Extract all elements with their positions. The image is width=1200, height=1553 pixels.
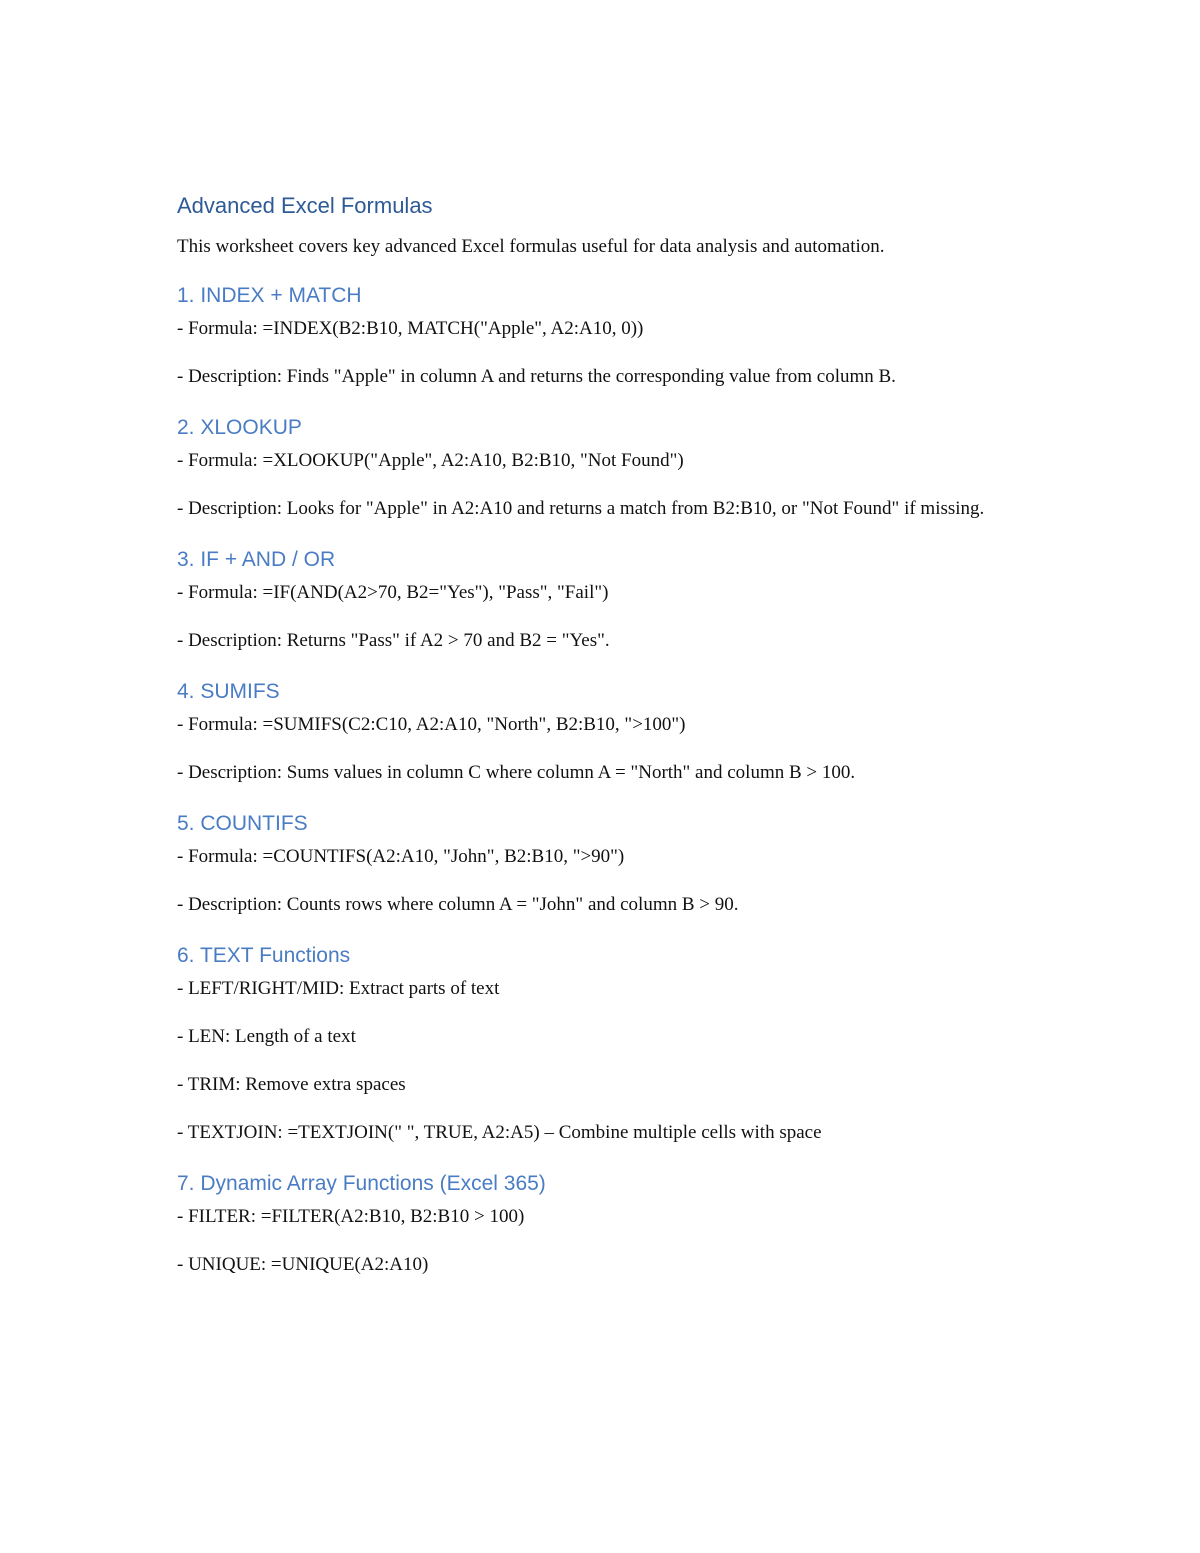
section-if-and-or: [177, 545, 1027, 655]
description-line: - Description: Counts rows where column A = "John" and column B > 90.: [177, 894, 739, 915]
document-intro: This worksheet covers key advanced Excel formulas useful for data analysis and automation.: [177, 236, 885, 257]
document-page: [177, 190, 1027, 1301]
section-dynamic-array-functions: [177, 1169, 1027, 1279]
section-heading: 3. IF + AND / OR: [177, 548, 336, 571]
list-item: - TRIM: Remove extra spaces: [177, 1074, 406, 1095]
formula-line: - Formula: =COUNTIFS(A2:A10, "John", B2:B10, ">90"): [177, 846, 625, 867]
section-sumifs: [177, 677, 1027, 787]
document-title: Advanced Excel Formulas: [177, 193, 433, 218]
formula-line: - Formula: =INDEX(B2:B10, MATCH("Apple", A2:A10, 0)): [177, 318, 644, 339]
list-item: - TEXTJOIN: =TEXTJOIN(" ", TRUE, A2:A5) – Combine multiple cells with space: [177, 1122, 822, 1143]
list-item: - LEN: Length of a text: [177, 1026, 356, 1047]
section-heading: 6. TEXT Functions: [177, 944, 351, 967]
description-line: - Description: Finds "Apple" in column A and returns the corresponding value from column B.: [177, 366, 896, 387]
section-countifs: [177, 809, 1027, 919]
list-item: - UNIQUE: =UNIQUE(A2:A10): [177, 1254, 429, 1275]
list-item: - LEFT/RIGHT/MID: Extract parts of text: [177, 978, 500, 999]
section-heading: 5. COUNTIFS: [177, 812, 308, 835]
formula-line: - Formula: =SUMIFS(C2:C10, A2:A10, "North", B2:B10, ">100"): [177, 714, 686, 735]
section-heading: 7. Dynamic Array Functions (Excel 365): [177, 1172, 546, 1195]
list-item: - FILTER: =FILTER(A2:B10, B2:B10 > 100): [177, 1206, 525, 1227]
section-heading: 2. XLOOKUP: [177, 416, 302, 439]
formula-line: - Formula: =XLOOKUP("Apple", A2:A10, B2:B10, "Not Found"): [177, 450, 684, 471]
description-line: - Description: Returns "Pass" if A2 > 70 and B2 = "Yes".: [177, 630, 610, 651]
section-text-functions: [177, 941, 1027, 1147]
section-index-match: [177, 281, 1027, 391]
formula-line: - Formula: =IF(AND(A2>70, B2="Yes"), "Pass", "Fail"): [177, 582, 609, 603]
description-line: - Description: Looks for "Apple" in A2:A10 and returns a match from B2:B10, or "Not Found" if missing.: [177, 498, 985, 519]
section-xlookup: [177, 413, 1027, 523]
section-heading: 1. INDEX + MATCH: [177, 284, 362, 307]
description-line: - Description: Sums values in column C where column A = "North" and column B > 100.: [177, 762, 856, 783]
section-heading: 4. SUMIFS: [177, 680, 280, 703]
